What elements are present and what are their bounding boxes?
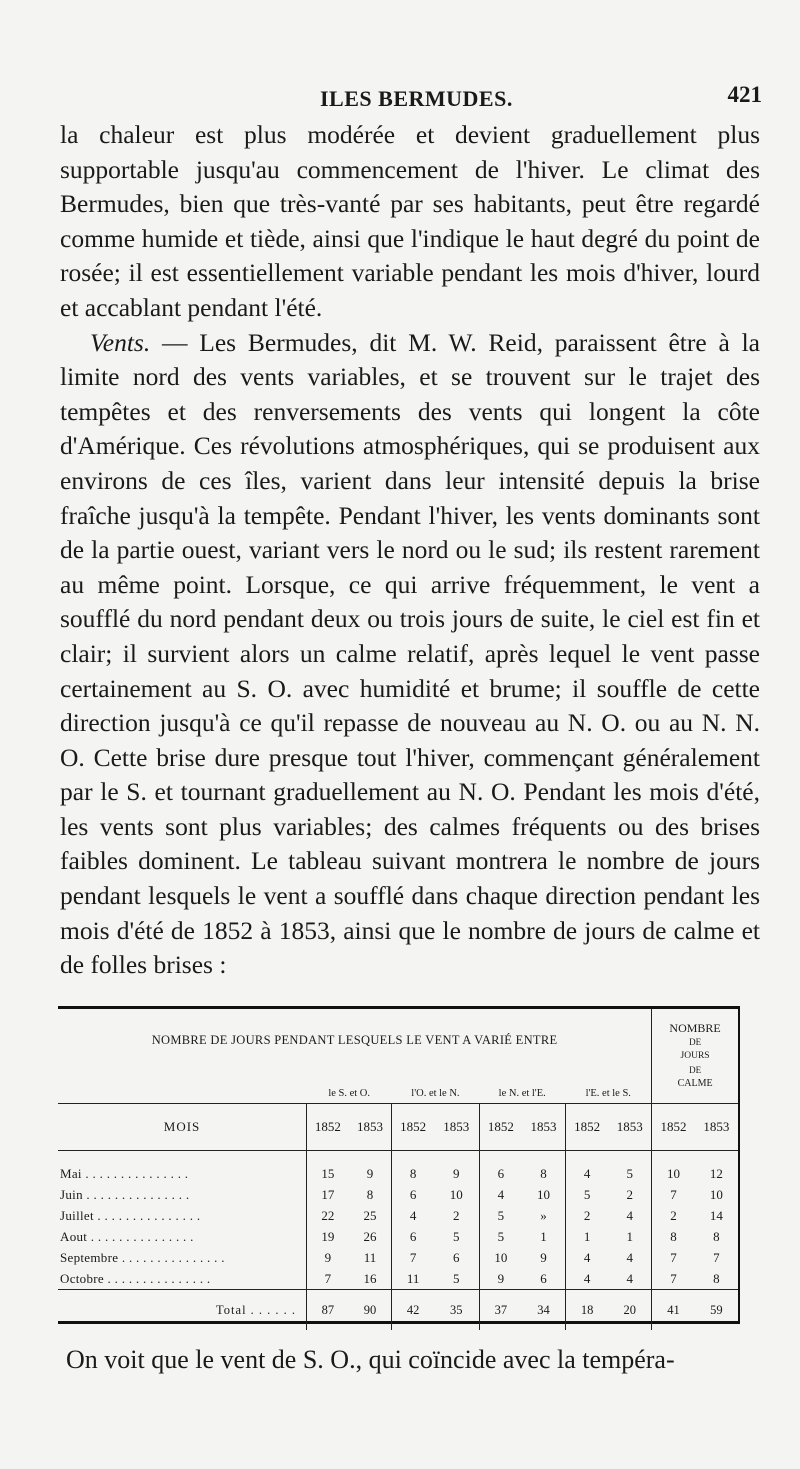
value-cell: 5 [565, 1184, 608, 1205]
mois-header: MOIS [58, 1104, 307, 1151]
table-row [58, 1184, 738, 1205]
calme-header-line: NOMBRE [669, 1021, 721, 1035]
value-cell: 19 [307, 1226, 349, 1247]
value-cell: 2 [652, 1205, 695, 1226]
year-header: 1853 [695, 1104, 738, 1151]
value-cell: 9 [452, 1165, 460, 1181]
month-cell: Octobre . . . . . . . . . . . . . . . [60, 1270, 211, 1286]
year-header: 1852 [479, 1104, 522, 1151]
total-cell: 41 [652, 1290, 695, 1331]
month-cell: Juillet . . . . . . . . . . . . . . . [60, 1207, 201, 1223]
paragraph-vents [60, 326, 760, 983]
year-header: 1852 [307, 1104, 349, 1151]
value-cell: 17 [307, 1184, 349, 1205]
value-cell: 6 [452, 1249, 460, 1265]
value-cell: 4 [479, 1184, 522, 1205]
value-cell: 6 [392, 1226, 434, 1247]
value-cell: 8 [652, 1226, 695, 1247]
wind-table [58, 1006, 740, 1324]
total-cell: 87 [307, 1290, 349, 1331]
value-cell: 7 [307, 1268, 349, 1290]
value-cell: 5 [479, 1205, 522, 1226]
value-cell: 12 [709, 1165, 723, 1181]
total-cell: 37 [479, 1290, 522, 1331]
value-cell: 6 [392, 1184, 434, 1205]
value-cell: 4 [626, 1249, 634, 1265]
value-cell: 4 [626, 1270, 634, 1286]
value-cell: 25 [363, 1207, 377, 1223]
value-cell: 6 [540, 1270, 547, 1286]
year-header: 1853 [434, 1104, 479, 1151]
value-cell: 10 [709, 1186, 723, 1202]
year-header: 1853 [349, 1104, 392, 1151]
year-header: 1853 [522, 1104, 565, 1151]
value-cell: 5 [452, 1270, 460, 1286]
value-cell: 1 [565, 1226, 608, 1247]
value-cell: 2 [626, 1186, 634, 1202]
value-cell: 22 [307, 1205, 349, 1226]
table-row [58, 1226, 738, 1247]
table-row [58, 1268, 738, 1290]
calme-header-line: DE [689, 1065, 702, 1075]
table-row [58, 1247, 738, 1268]
value-cell: 8 [713, 1228, 720, 1244]
value-cell: 5 [452, 1228, 460, 1244]
value-cell: 14 [709, 1207, 723, 1223]
value-cell: 7 [652, 1268, 695, 1290]
value-cell: 10 [479, 1247, 522, 1268]
table-main-header: NOMBRE DE JOURS PENDANT LESQUELS LE VENT A VARIÉ ENTRE [151, 1032, 558, 1047]
month-cell: Septembre . . . . . . . . . . . . . . . [60, 1249, 225, 1265]
value-cell: 6 [479, 1151, 522, 1185]
direction-header: le S. et O. [328, 1088, 371, 1099]
total-cell: 18 [565, 1290, 608, 1331]
value-cell: 7 [713, 1249, 720, 1265]
value-cell: 1 [626, 1228, 634, 1244]
total-cell: 20 [608, 1290, 651, 1331]
total-label: Total . . . . . . [58, 1290, 307, 1331]
value-cell: 10 [537, 1186, 551, 1202]
paragraph-climate: la chaleur est plus modérée et devient graduellement plus supportable jusqu'au commencement de l'hiver. Le climat des Bermudes, bien que très-vanté par ses habitants, peut être regardé comme humide et tiède, ainsi que l'indique le haut degré du point de rosée; il est essentiellement variable pendant les mois d'hiver, lourd et accablant pendant l'été. [60, 120, 760, 322]
value-cell: 1 [540, 1228, 547, 1244]
direction-header: l'O. et le N. [411, 1088, 460, 1099]
footer-text: On voit que le vent de S. O., qui coïncide avec la tempéra- [66, 1345, 675, 1374]
page-number: 421 [727, 82, 762, 107]
calme-header-line: JOURS [680, 1051, 710, 1061]
total-cell: 59 [695, 1290, 738, 1331]
value-cell: 7 [652, 1184, 695, 1205]
value-cell: 4 [392, 1205, 434, 1226]
value-cell: 8 [713, 1270, 720, 1286]
value-cell: 4 [565, 1151, 608, 1185]
calme-header-line: DE [689, 1037, 702, 1047]
calme-header [652, 1009, 738, 1104]
running-title: ILES BERMUDES. [320, 86, 513, 111]
section-lead: Vents. [90, 327, 151, 357]
direction-header: le N. et l'E. [498, 1088, 546, 1099]
value-cell: 5 [626, 1165, 634, 1181]
value-cell: 9 [479, 1268, 522, 1290]
value-cell: 10 [449, 1186, 463, 1202]
value-cell: 7 [652, 1247, 695, 1268]
value-cell: 9 [307, 1247, 349, 1268]
value-cell: 4 [626, 1207, 634, 1223]
body-text [60, 118, 760, 983]
total-cell: 35 [434, 1290, 479, 1331]
value-cell: 16 [363, 1270, 377, 1286]
year-header: 1852 [392, 1104, 434, 1151]
value-cell: 26 [363, 1228, 377, 1244]
year-header: 1853 [608, 1104, 651, 1151]
value-cell: 9 [540, 1249, 547, 1265]
value-cell: 10 [652, 1151, 695, 1185]
value-cell: » [540, 1207, 547, 1223]
value-cell: 2 [452, 1207, 460, 1223]
value-cell: 11 [363, 1249, 377, 1265]
total-row [58, 1290, 738, 1331]
table-row [58, 1205, 738, 1226]
value-cell: 4 [565, 1268, 608, 1290]
month-cell: Mai . . . . . . . . . . . . . . . [60, 1165, 189, 1181]
month-cell: Aout . . . . . . . . . . . . . . . [60, 1228, 194, 1244]
value-cell: 8 [392, 1151, 434, 1185]
value-cell: 5 [479, 1226, 522, 1247]
calme-header-line: CALME [677, 1078, 713, 1089]
table-row [58, 1151, 738, 1185]
direction-header: l'E. et le S. [585, 1088, 631, 1099]
page-header [0, 82, 800, 112]
value-cell: 8 [540, 1165, 547, 1181]
value-cell: 11 [392, 1268, 434, 1290]
month-cell: Juin . . . . . . . . . . . . . . . [60, 1186, 190, 1202]
value-cell: 7 [392, 1247, 434, 1268]
table-body [58, 1151, 738, 1290]
total-cell: 42 [392, 1290, 434, 1331]
total-cell: 90 [349, 1290, 392, 1331]
year-header: 1852 [652, 1104, 695, 1151]
year-header-row [58, 1104, 738, 1151]
year-header: 1852 [565, 1104, 608, 1151]
total-cell: 34 [522, 1290, 565, 1331]
value-cell: 9 [366, 1165, 374, 1181]
value-cell: 8 [366, 1186, 374, 1202]
value-cell: 15 [307, 1151, 349, 1185]
value-cell: 4 [565, 1247, 608, 1268]
value-cell: 2 [565, 1205, 608, 1226]
paragraph-vents-text: — Les Bermudes, dit M. W. Reid, paraissent être à la limite nord des vents variables, et se trouvent sur le trajet des tempêtes et des renversements des vents qui longent la côte d'Amérique. Ces révolutions atmosphériques, qui se produisent aux environs de ces îles, varient dans leur intensité depuis la brise fraîche jusqu'à la tempête. Pendant l'hiver, les vents dominants sont de la partie ouest, variant vers le nord ou le sud; ils restent rarement au même point. Lorsque, ce qui arrive fréquemment, le vent a soufflé du nord pendant deux ou trois jours de suite, le ciel est fin et clair; il survient alors un calme relatif, après lequel le vent passe certainement au S. O. avec humidité et brume; il souffle de cette direction jusqu'à ce qu'il repasse de nouveau au N. O. ou au N. N. O. Cette brise dure presque tout l'hiver, commençant généralement par le S. et tournant graduellement au N. O. Pendant les mois d'été, les vents sont plus variables; des calmes fréquents ou des brises faibles dominent. Le tableau suivant montrera le nombre de jours pendant lesquels le vent a soufflé dans chaque direction pendant les mois d'été de 1852 à 1853, ainsi que le nombre de jours de calme et de folles brises : [60, 327, 760, 980]
